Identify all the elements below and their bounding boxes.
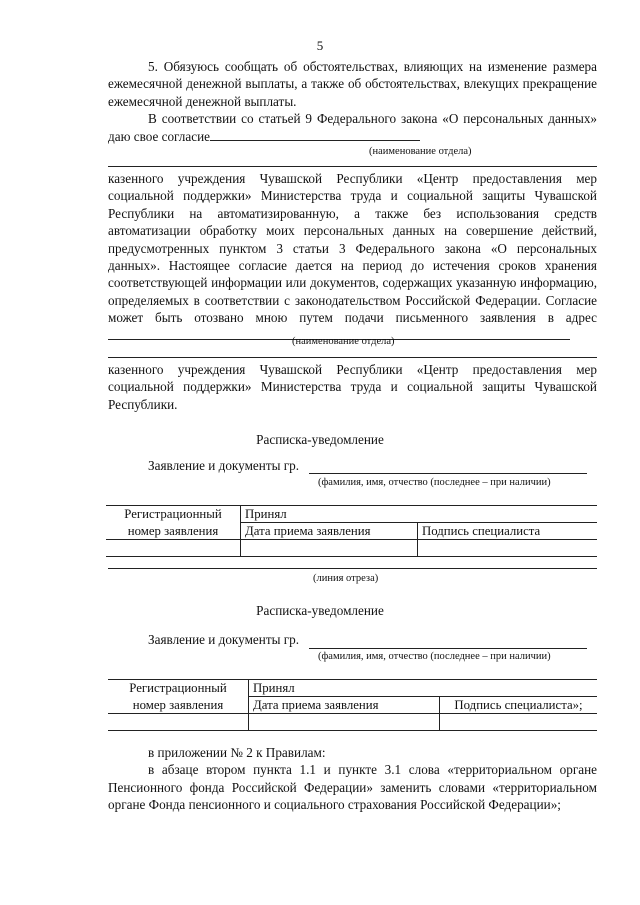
signature-header: Подпись специалиста»; bbox=[440, 697, 598, 714]
receipt-table-2 bbox=[108, 679, 597, 731]
caption-name-1: (фамилия, имя, отчество (последнее – при наличии) bbox=[318, 477, 551, 488]
reg-number-header-line1: Регистрационный bbox=[108, 680, 249, 697]
date-cell[interactable] bbox=[249, 714, 440, 731]
reg-number-header-line1: Регистрационный bbox=[106, 506, 241, 523]
cut-line-caption: (линия отреза) bbox=[313, 573, 379, 584]
caption-department-2: (наименование отдела) bbox=[292, 336, 395, 347]
date-header: Дата приема заявления bbox=[249, 697, 440, 714]
paragraph-obligation: 5. Обязуюсь сообщать об обстоятельствах, влияющих на изменение размера ежемесячной денежной выплаты, а также об обстоятельствах, влекущих прекращение ежемесячной денежной выплаты. bbox=[108, 59, 597, 109]
table-row bbox=[108, 680, 597, 697]
table-row bbox=[106, 506, 597, 523]
reg-number-cell[interactable] bbox=[108, 714, 249, 731]
consent-start-text: В соответствии со статьей 9 Федерального закона «О персональных данных» даю свое согласие bbox=[108, 111, 597, 144]
paragraph-consent-start bbox=[108, 110, 597, 145]
department-continuation-line-1[interactable] bbox=[108, 166, 597, 167]
department-fill-line-1[interactable] bbox=[210, 140, 420, 141]
table-row bbox=[106, 523, 597, 540]
table-row bbox=[108, 697, 597, 714]
table-row bbox=[108, 714, 597, 731]
caption-department-1: (наименование отдела) bbox=[369, 146, 472, 157]
department-continuation-line-2[interactable] bbox=[108, 357, 597, 358]
amendment-paragraph: в абзаце втором пункта 1.1 и пункте 3.1 слова «территориальном органе Пенсионного фонда Российской Федерации» заменить словами «территориальном органе Фонда пенсионного и социального страхования Российской Федерации»; bbox=[108, 762, 597, 813]
reg-number-header-line2: номер заявления bbox=[108, 697, 249, 714]
reg-number-header-line2: номер заявления bbox=[106, 523, 241, 540]
statement-label-2: Заявление и документы гр. bbox=[148, 632, 300, 647]
receipt-table-1 bbox=[106, 505, 597, 557]
consent-block-bottom bbox=[108, 361, 597, 413]
consent-block-top bbox=[108, 58, 597, 145]
accepted-header: Принял bbox=[249, 680, 598, 697]
date-cell[interactable] bbox=[241, 540, 418, 557]
name-fill-line-2[interactable] bbox=[309, 648, 587, 649]
reg-number-cell[interactable] bbox=[106, 540, 241, 557]
signature-cell[interactable] bbox=[440, 714, 598, 731]
amendments-block bbox=[108, 744, 597, 814]
signature-header: Подпись специалиста bbox=[418, 523, 598, 540]
statement-label-1: Заявление и документы гр. bbox=[148, 458, 300, 473]
receipt-title-1: Расписка-уведомление bbox=[256, 432, 384, 447]
receipt-title-2: Расписка-уведомление bbox=[256, 603, 384, 618]
date-header: Дата приема заявления bbox=[241, 523, 418, 540]
caption-name-2: (фамилия, имя, отчество (последнее – при наличии) bbox=[318, 651, 551, 662]
cut-line bbox=[108, 568, 597, 569]
paragraph-consent-body bbox=[108, 170, 597, 344]
paragraph-consent-end: казенного учреждения Чувашской Республики «Центр предоставления мер социальной поддержки» Министерства труда и социальной защиты Чувашской Республики. bbox=[108, 362, 597, 412]
page-number: 5 bbox=[316, 38, 324, 53]
name-fill-line-1[interactable] bbox=[309, 473, 587, 474]
signature-cell[interactable] bbox=[418, 540, 598, 557]
table-row bbox=[106, 540, 597, 557]
amendment-line-1: в приложении № 2 к Правилам: bbox=[148, 745, 326, 760]
consent-body-text: казенного учреждения Чувашской Республики «Центр предоставления мер социальной поддержки» Министерства труда и социальной защиты Чувашской Республики на автоматизированную, а также без использования средств автоматизации обработку моих персональных данных на совершение действий, предусмотренных пунктом 3 статьи 3 Федерального закона «О персональных данных». Настоящее согласие дается на период до истечения сроков хранения соответствующей информации или документов, содержащих указанную информацию, определяемых в соответствии с законодательством Российской Федерации. Согласие может быть отозвано мною путем подачи письменного заявления в адрес bbox=[108, 171, 597, 326]
consent-block-middle bbox=[108, 170, 597, 344]
accepted-header: Принял bbox=[241, 506, 598, 523]
